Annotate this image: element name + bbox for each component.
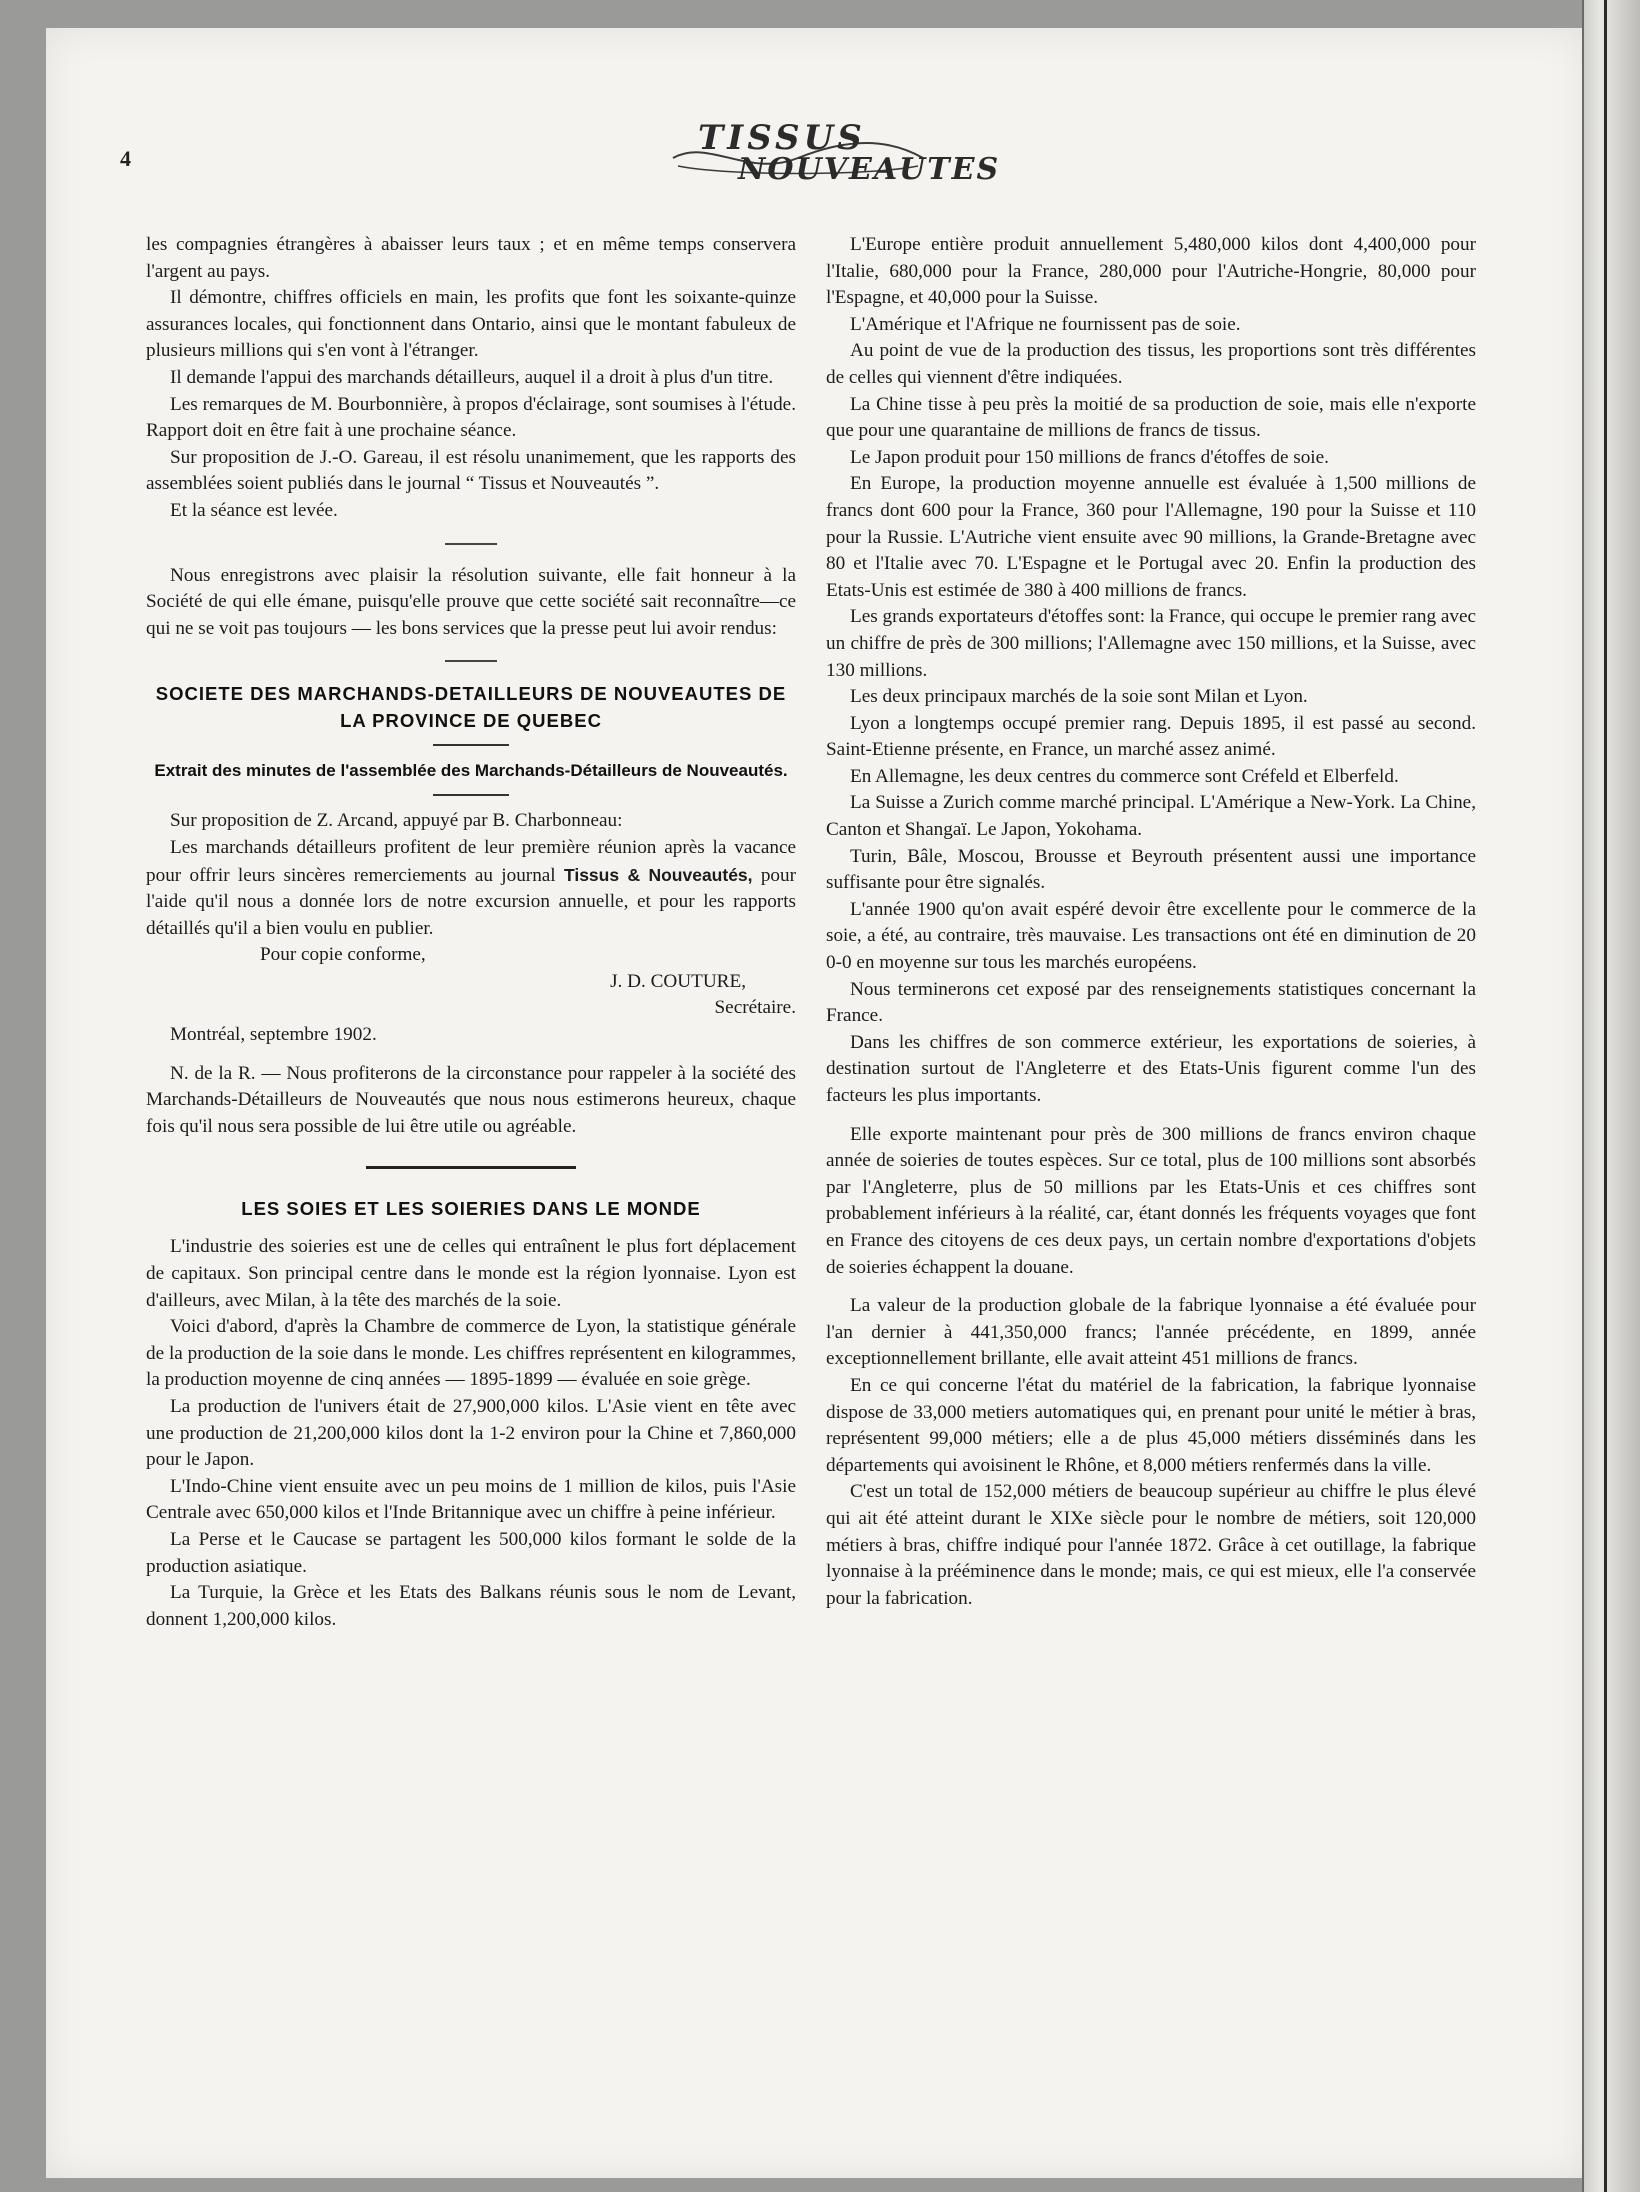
signature-name: J. D. COUTURE, [610, 970, 746, 992]
paragraph: Au point de vue de la production des tissus, les proportions sont très différentes de celles qui viennent d'être indiquées. [826, 340, 1476, 388]
divider [433, 794, 509, 796]
paragraph: Nous enregistrons avec plaisir la résolution suivante, elle fait honneur à la Société de qui elle émane, puisqu'elle prouve que cette société sait reconnaître—ce qui ne se voit pas toujours — les bons services que la presse peut lui avoir rendus: [146, 564, 796, 639]
right-column [826, 232, 1476, 1612]
paragraph: La Perse et le Caucase se partagent les 500,000 kilos formant le solde de la production asiatique. [146, 1528, 796, 1577]
section-heading: LES SOIES ET LES SOIERIES DANS LE MONDE [241, 1198, 701, 1220]
paragraph: Elle exporte maintenant pour près de 300 millions de francs environ chaque année de soieries de toutes espèces. Sur ce total, plus de 100 millions sont absorbés par l'Angleterre, plus de 50 millions par les Etats-Unis et ces chiffres sont probablement inférieurs à la réalité, car, étant donnés les fréquents voyages que font en France des citoyens de ces deux pays, un certain nombre d'exportations d'objets de soieries échappent la douane. [826, 1123, 1476, 1278]
paragraph: L'industrie des soieries est une de celles qui entraînent le plus fort déplacement de capitaux. Son principal centre dans le monde est la région lyonnaise. Lyon est d'ailleurs, avec Milan, à la tête des marchés de la soie. [146, 1236, 796, 1311]
divider [433, 744, 509, 746]
section-heading: SOCIETE DES MARCHANDS-DETAILLEURS DE NOUVEAUTES DE LA PROVINCE DE QUEBEC [155, 683, 787, 732]
paragraph: La production de l'univers était de 27,900,000 kilos. L'Asie vient en tête avec une production de 21,200,000 kilos dont la 1-2 environ pour la Chine et 7,860,000 pour le Japon. [146, 1396, 796, 1471]
left-column [146, 232, 796, 1633]
paragraph: Voici d'abord, d'après la Chambre de commerce de Lyon, la statistique générale de la production de la soie dans le monde. Les chiffres représentent en kilogrammes, la production moyenne de cinq années — 1895-1899 — évaluée en soie grège. [146, 1316, 796, 1391]
signature-title: Secrétaire. [714, 997, 796, 1019]
paragraph: Les grands exportateurs d'étoffes sont: la France, qui occupe le premier rang avec un chiffre de près de 300 millions; l'Allemagne avec 150 millions, et la Suisse, avec 130 millions. [826, 606, 1476, 681]
paragraph: les compagnies étrangères à abaisser leurs taux ; et en même temps conservera l'argent au pays. [146, 234, 796, 282]
masthead-word-2: NOUVEAUTES [738, 152, 1001, 187]
dateline: Montréal, septembre 1902. [170, 1024, 377, 1046]
binding-line [1604, 0, 1607, 2192]
paragraph: Turin, Bâle, Moscou, Brousse et Beyrouth présentent aussi une importance suffisante pour être signalés. [826, 845, 1476, 894]
divider [366, 1166, 576, 1169]
section-subheading: Extrait des minutes de l'assemblée des Marchands-Détailleurs de Nouveautés. [154, 761, 788, 781]
paragraph: En ce qui concerne l'état du matériel de la fabrication, la fabrique lyonnaise dispose de 33,000 metiers automatiques qui, en prenant pour unité le métier à bras, représentent 99,000 métiers; elle a de plus 45,000 métiers disséminés dans les départements qui avoisinent le Rhône, et 8,000 métiers renfermés dans la ville. [826, 1374, 1476, 1476]
paragraph: Le Japon produit pour 150 millions de francs d'étoffes de soie. [850, 446, 1329, 468]
paragraph: L'Indo-Chine vient ensuite avec un peu moins de 1 million de kilos, puis l'Asie Centrale avec 650,000 kilos et l'Inde Britannique avec un chiffre à peine inférieur. [146, 1475, 796, 1524]
paragraph: L'Amérique et l'Afrique ne fournissent pas de soie. [850, 313, 1241, 335]
paragraph: La Suisse a Zurich comme marché principal. L'Amérique a New-York. La Chine, Canton et Shangaï. Le Japon, Yokohama. [826, 792, 1476, 841]
paragraph: En Europe, la production moyenne annuelle est évaluée à 1,500 millions de francs dont 600 pour la France, 360 pour l'Allemagne, 190 pour la Suisse et 110 pour la Russie. L'Autriche vient ensuite avec 90 millions, la Grande-Bretagne avec 80 et l'Italie avec 70. L'Espagne et le Portugal avec 20. Enfin la production des Etats-Unis est estimée de 380 à 400 millions de francs. [826, 473, 1476, 601]
binding-edge [1582, 0, 1640, 2192]
masthead-word-1: TISSUS [698, 118, 866, 158]
page-number: 4 [120, 146, 131, 171]
paragraph: La valeur de la production globale de la fabrique lyonnaise a été évaluée pour l'an dernier à 441,350,000 francs; l'année précédente, en 1899, année exceptionnellement brillante, elle avait atteint 451 millions de francs. [826, 1295, 1476, 1370]
paragraph: L'Europe entière produit annuellement 5,480,000 kilos dont 4,400,000 pour l'Italie, 680,000 pour la France, 280,000 pour l'Autriche-Hongrie, 80,000 pour l'Espagne, et 40,000 pour la Suisse. [826, 234, 1476, 309]
text-span: pour l'aide qu'il nous a donnée lors de notre excursion annuelle, et pour les rapports détaillés qu'il a bien voulu en publier. [146, 864, 797, 939]
paragraph: Lyon a longtemps occupé premier rang. Depuis 1895, il est passé au second. Saint-Etienne présente, en France, un marché assez animé. [826, 712, 1476, 761]
paragraph: Les remarques de M. Bourbonnière, à propos d'éclairage, sont soumises à l'étude. Rapport doit en être fait à une prochaine séance. [146, 393, 796, 442]
paragraph: En Allemagne, les deux centres du commerce sont Créfeld et Elberfeld. [850, 765, 1399, 787]
paragraph: Il demande l'appui des marchands détailleurs, auquel il a droit à plus d'un titre. [170, 366, 774, 388]
divider [445, 543, 497, 545]
paragraph: Nous terminerons cet exposé par des renseignements statistiques concernant la France. [826, 978, 1476, 1027]
paragraph: Et la séance est levée. [170, 499, 338, 521]
paragraph: Sur proposition de Z. Arcand, appuyé par B. Charbonneau: [170, 810, 623, 832]
paragraph: N. de la R. — Nous profiterons de la circonstance pour rappeler à la société des Marchands-Détailleurs de Nouveautés que nous nous estimerons heureux, chaque fois qu'il nous sera possible de lui être utile ou agréable. [146, 1062, 796, 1137]
paragraph: La Turquie, la Grèce et les Etats des Balkans réunis sous le nom de Levant, donnent 1,200,000 kilos. [146, 1582, 796, 1630]
paragraph: Dans les chiffres de son commerce extérieur, les exportations de soieries, à destination surtout de l'Angleterre et des Etats-Unis figurent comme l'un des facteurs les plus importants. [826, 1031, 1476, 1106]
masthead-logo [668, 118, 1001, 198]
paragraph: Il démontre, chiffres officiels en main, les profits que font les soixante-quinze assurances locales, qui fonctionnent dans Ontario, ainsi que le montant fabuleux de plusieurs millions qui s'en vont à l'étranger. [146, 287, 796, 362]
paragraph: Sur proposition de J.-O. Gareau, il est résolu unanimement, que les rapports des assemblées soient publiés dans le journal “ Tissus et Nouveautés ”. [146, 446, 796, 495]
divider [445, 660, 497, 662]
journal-name: Tissus & Nouveautés, [563, 864, 753, 885]
paragraph: C'est un total de 152,000 métiers de beaucoup supérieur au chiffre le plus élevé qui ait été atteint durant le XIXe siècle pour le nombre de métiers, soit 120,000 métiers à bras, chiffre indiqué pour l'année 1872. Grâce à cet outillage, la fabrique lyonnaise à la prééminence dans le monde; mais, ce qui est mieux, elle l'a conservée pour la fabrication. [826, 1481, 1476, 1609]
paragraph: La Chine tisse à peu près la moitié de sa production de soie, mais elle n'exporte que pour une quarantaine de millions de francs de tissus. [826, 393, 1476, 442]
paragraph [146, 835, 796, 942]
closing-line: Pour copie conforme, [260, 944, 426, 966]
paragraph: L'année 1900 qu'on avait espéré devoir être excellente pour le commerce de la soie, a été, au contraire, très mauvaise. Les transactions ont été en diminution de 20 0-0 en moyenne sur tous les marchés européens. [826, 898, 1476, 974]
text-span: Les marchands détailleurs profitent de leur première réunion après la vacance pour offrir leurs sincères remerciements au journal [146, 836, 796, 886]
paragraph: Les deux principaux marchés de la soie sont Milan et Lyon. [850, 686, 1308, 708]
